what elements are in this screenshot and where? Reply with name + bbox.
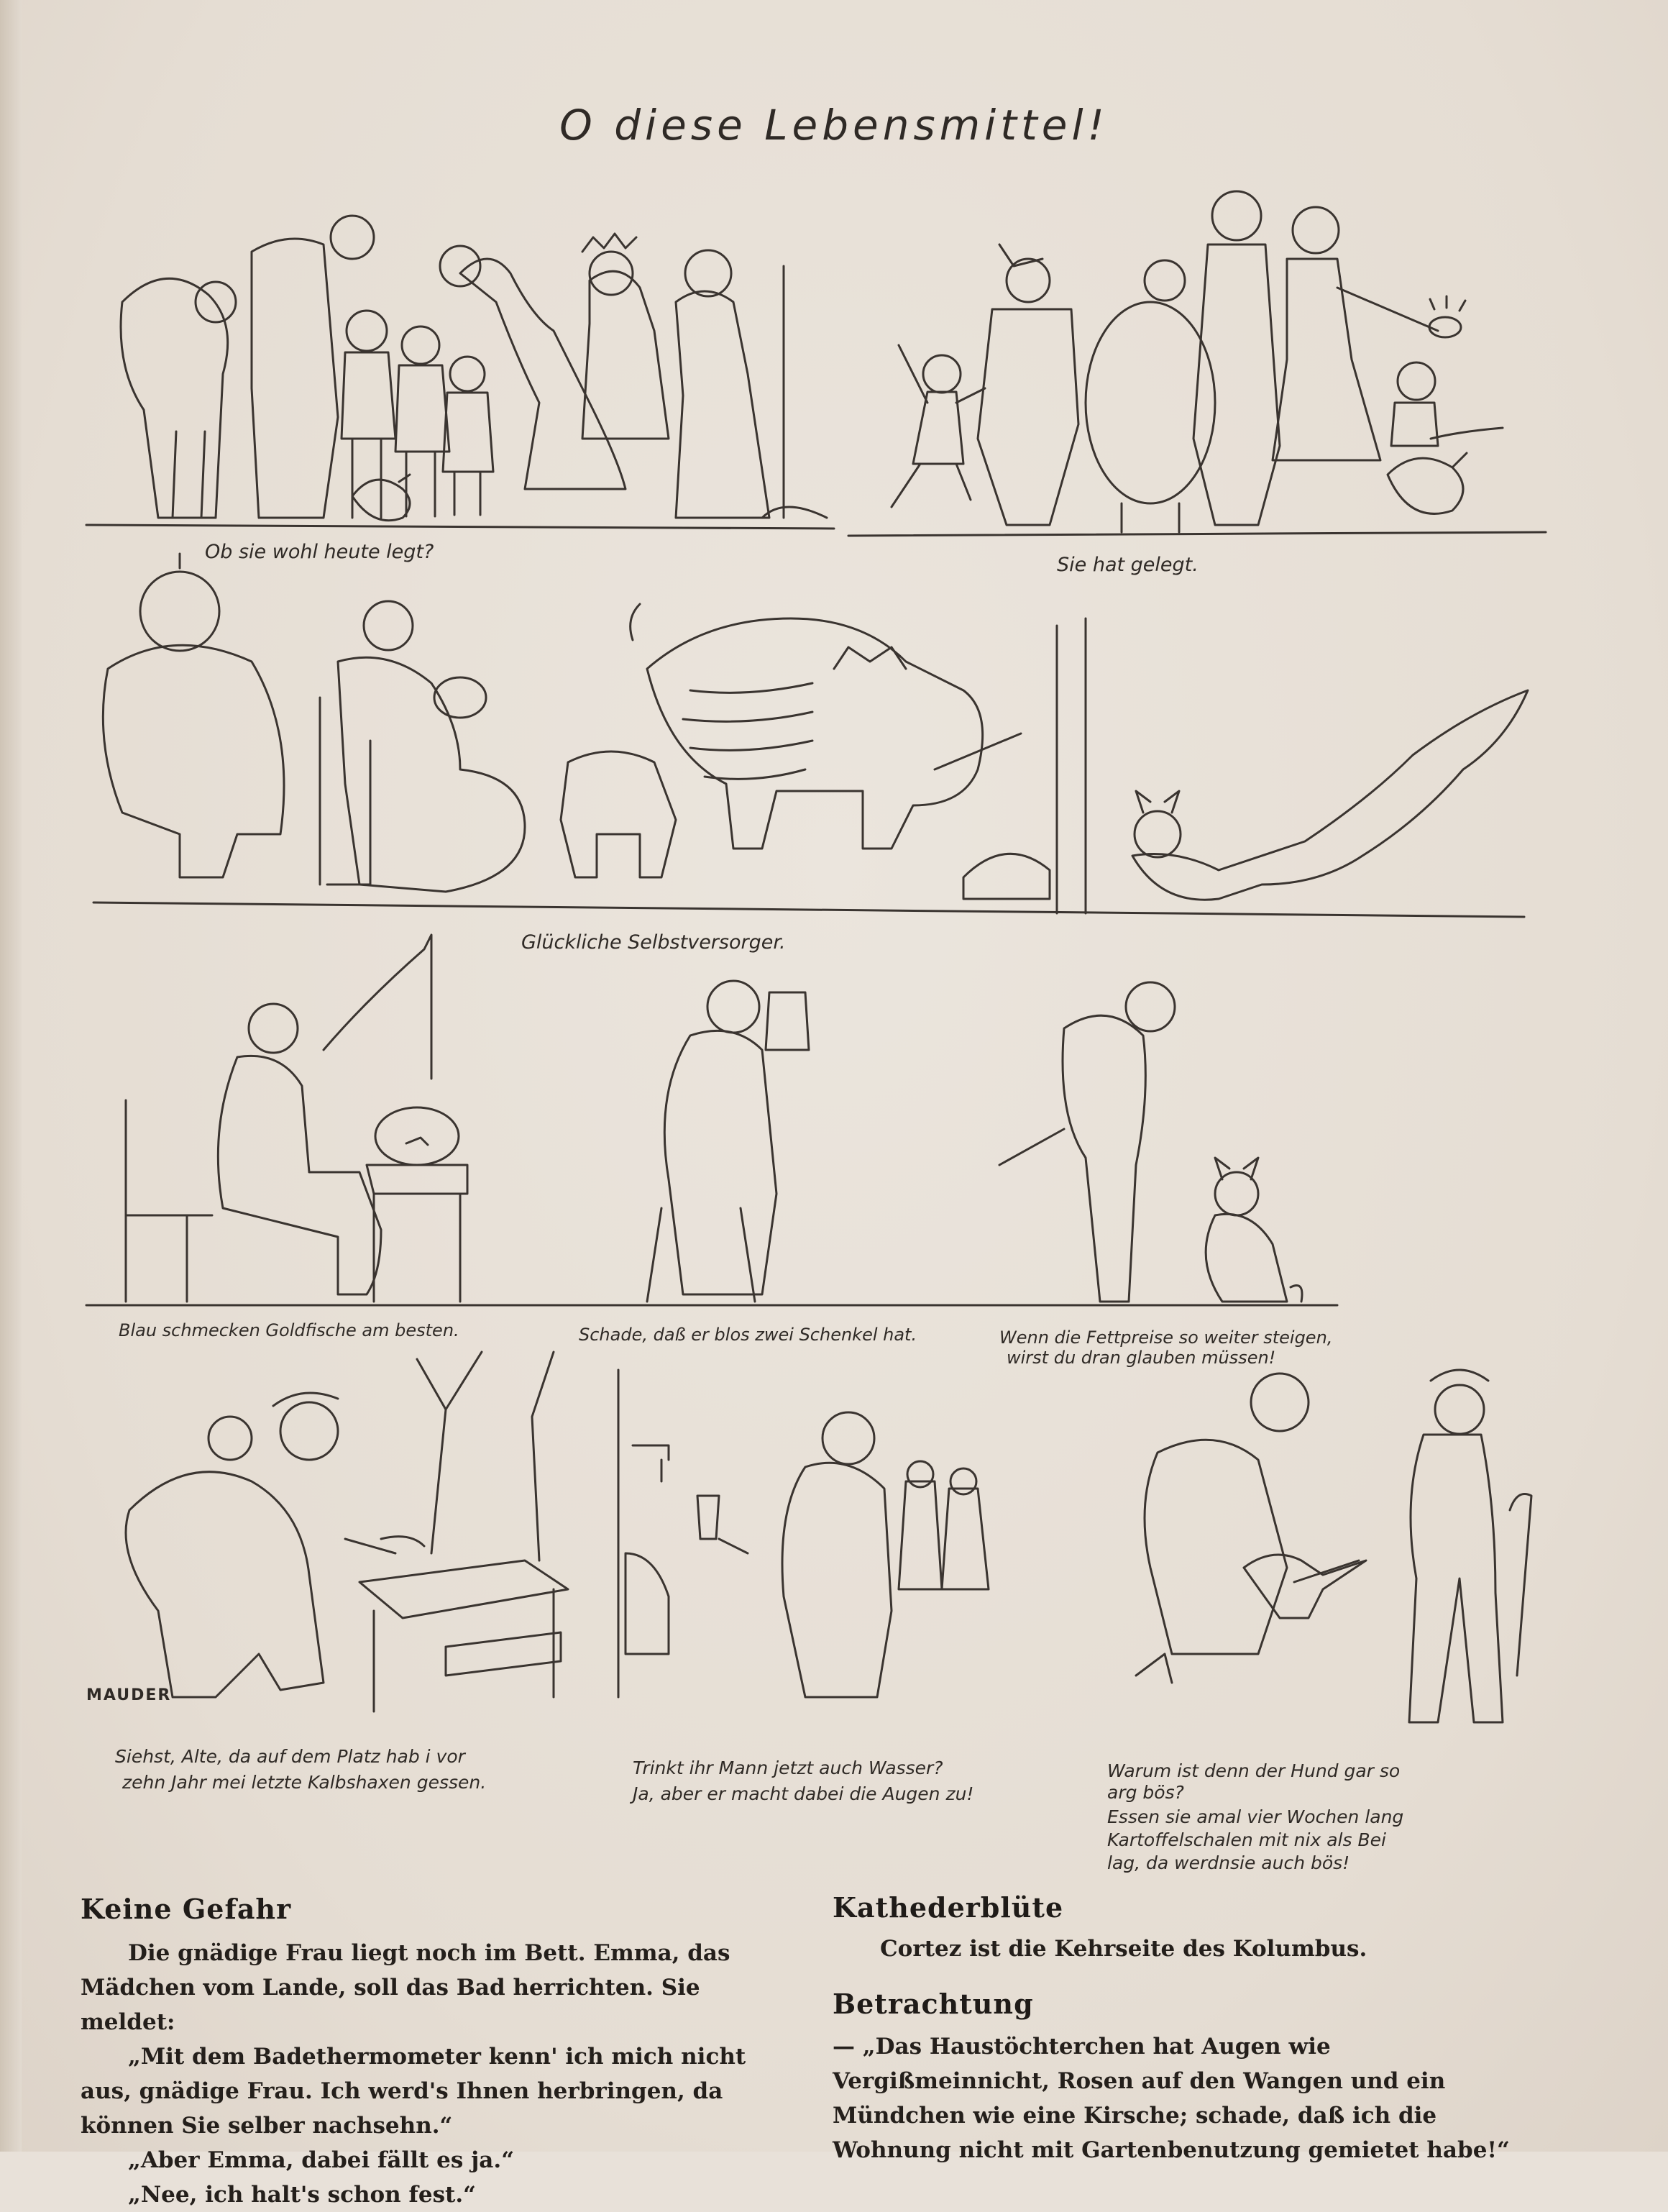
caption-row4-wasser-2: Ja, aber er macht dabei die Augen zu!	[633, 1783, 974, 1804]
page-title: O diese Lebensmittel!	[559, 101, 1109, 150]
caption-row4-hund-5: lag, da werdnsie auch bös!	[1107, 1852, 1350, 1873]
caption-row1-left: Ob sie wohl heute legt?	[205, 541, 434, 563]
caption-row3-goldfish: Blau schmecken Goldfische am besten.	[119, 1320, 459, 1340]
caption-row3-fettpreise-2: wirst du dran glauben müssen!	[1007, 1348, 1276, 1368]
caption-row3-schenkel: Schade, daß er blos zwei Schenkel hat.	[579, 1325, 917, 1345]
caption-row4-hund-4: Kartoffelschalen mit nix als Bei	[1107, 1829, 1386, 1850]
caption-row4-alte-2: zehn Jahr mei letzte Kalbshaxen gessen.	[122, 1772, 487, 1793]
caption-row4-hund-3: Essen sie amal vier Wochen lang	[1107, 1806, 1404, 1827]
caption-row4-hund-1: Warum ist denn der Hund gar so	[1107, 1760, 1401, 1781]
caption-row3-fettpreise-1: Wenn die Fettpreise so weiter steigen,	[999, 1327, 1333, 1348]
article-betrachtung	[833, 2029, 1552, 2167]
artist-signature: MAUDER	[86, 1686, 172, 1704]
kathederbluete-p1: Cortez ist die Kehrseite des Kolumbus.	[880, 1936, 1367, 1962]
heading-kathederbluete: Kathederblüte	[833, 1891, 1064, 1924]
keine-gefahr-p2: „Mit dem Badethermometer kenn' ich mich nicht aus, gnädige Frau. Ich werd's Ihnen herbringen, da können Sie selber nachsehn.“	[81, 2044, 746, 2139]
article-kathederbluete	[833, 1932, 1552, 1966]
caption-row2: Glückliche Selbstversorger.	[521, 931, 786, 954]
keine-gefahr-p4: „Nee, ich halt's schon fest.“	[128, 2182, 476, 2208]
caption-row1-right: Sie hat gelegt.	[1057, 554, 1199, 576]
caption-row4-alte-1: Siehst, Alte, da auf dem Platz hab i vor	[115, 1746, 465, 1767]
heading-keine-gefahr: Keine Gefahr	[81, 1893, 292, 1925]
heading-betrachtung: Betrachtung	[833, 1988, 1034, 2020]
caption-row4-wasser-1: Trinkt ihr Mann jetzt auch Wasser?	[633, 1758, 943, 1778]
row1-left-scene	[86, 216, 834, 529]
betrachtung-p1: — „Das Haustöchterchen hat Augen wie Vergißmeinnicht, Rosen auf den Wangen und ein Mündchen wie eine Kirsche; schade, daß ich die Wohnung nicht mit Gartenbenutzung gemietet habe!“	[833, 2034, 1510, 2163]
row4-scene	[126, 1352, 1531, 1722]
keine-gefahr-p1: Die gnädige Frau liegt noch im Bett. Emma, das Mädchen vom Lande, soll das Bad herrichten. Sie meldet:	[81, 1940, 730, 2035]
keine-gefahr-p3: „Aber Emma, dabei fällt es ja.“	[128, 2147, 515, 2173]
caption-row4-hund-2: arg bös?	[1107, 1782, 1184, 1803]
row1-right-scene	[848, 191, 1546, 536]
row2-scene	[93, 554, 1528, 917]
row3-scene	[86, 935, 1337, 1305]
article-keine-gefahr	[81, 1936, 774, 2212]
